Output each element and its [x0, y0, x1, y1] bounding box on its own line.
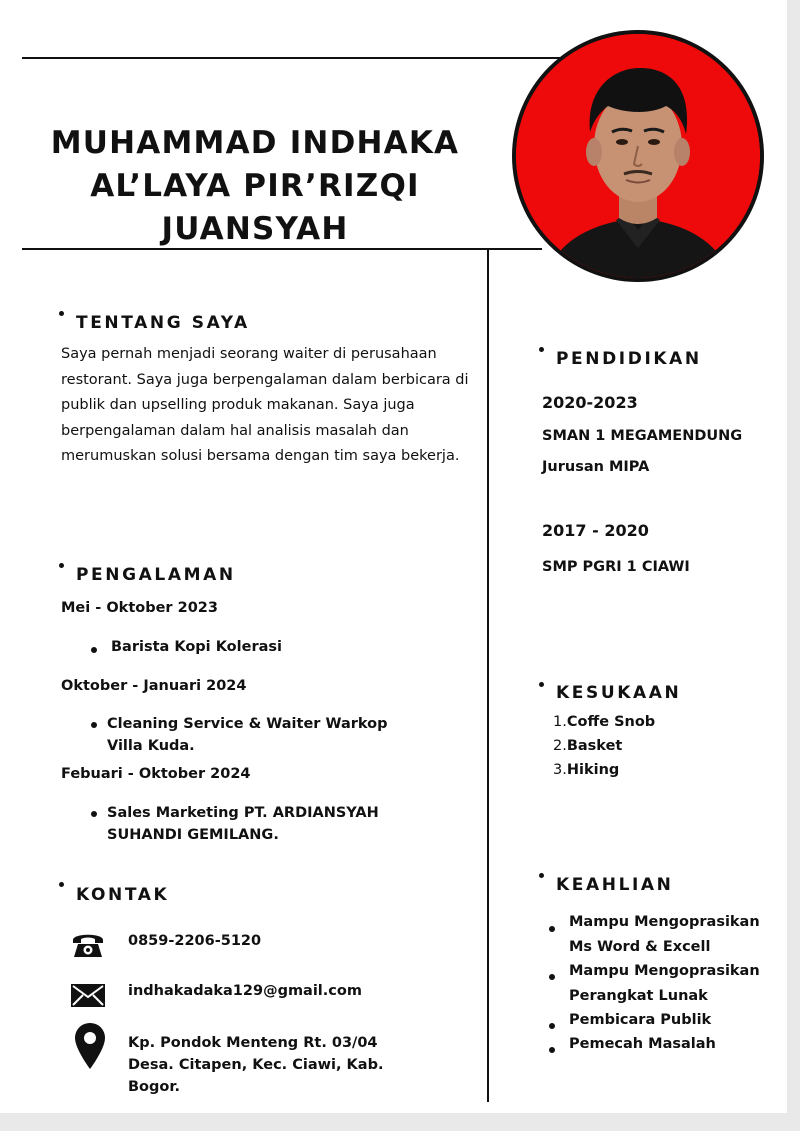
experience-period-3: Febuari - Oktober 2024 — [61, 766, 251, 782]
experience-role-2: Cleaning Service & Waiter Warkop Villa Kuda. — [107, 716, 388, 754]
envelope-icon — [70, 983, 106, 1008]
hobby-label-1: Coffe Snob — [566, 714, 656, 730]
about-text: Saya pernah menjadi seorang waiter di perusahaan restorant. Saya juga berpengalaman dalam berbicara di publik dan upselling produk makanan. Saya juga berpengalaman dalam hal analisis masalah dan merumuskan solusi bersama dengan tim saya bekerja. — [61, 346, 469, 464]
education-title: PENDIDIKAN — [556, 349, 702, 369]
education-school-2: SMP PGRI 1 CIAWI — [542, 559, 690, 575]
experience-role-bullet-2 — [91, 722, 97, 728]
skill-bullet-2 — [549, 974, 555, 980]
skills-bullet — [539, 873, 544, 878]
hobby-number-3: 3. — [553, 762, 567, 778]
experience-role-3: Sales Marketing PT. ARDIANSYAH SUHANDI GEMILANG. — [107, 805, 379, 843]
experience-title: PENGALAMAN — [76, 565, 236, 585]
education-school-1: SMAN 1 MEGAMENDUNG — [542, 428, 743, 444]
education-years-2: 2017 - 2020 — [542, 521, 649, 540]
profile-photo-image — [516, 34, 760, 278]
experience-role-bullet-1 — [91, 647, 97, 653]
name-line-3: JUANSYAH — [161, 211, 349, 247]
skill-item-4: Pemecah Masalah — [569, 1036, 716, 1052]
about-title: TENTANG SAYA — [76, 313, 250, 333]
skill-item-3: Pembicara Publik — [569, 1012, 712, 1028]
experience-period-2: Oktober - Januari 2024 — [61, 678, 247, 694]
contact-title: KONTAK — [76, 885, 170, 905]
column-divider — [487, 250, 489, 1102]
education-years-1: 2020-2023 — [542, 393, 638, 412]
hobby-number-2: 2. — [553, 738, 567, 754]
name-line-2: AL’LAYA PIR’RIZQI — [90, 168, 420, 204]
about-bullet — [59, 311, 64, 316]
hobby-item-3 — [553, 762, 619, 778]
hobby-number-1: 1. — [553, 714, 567, 730]
contact-phone[interactable]: 0859-2206-5120 — [128, 933, 262, 949]
hobbies-title: KESUKAAN — [556, 683, 682, 703]
skill-bullet-4 — [549, 1047, 555, 1053]
skill-item-1: Mampu Mengoprasikan Ms Word & Excell — [569, 914, 760, 955]
profile-photo — [512, 30, 764, 282]
phone-icon — [71, 931, 105, 959]
experience-role-1: Barista Kopi Kolerasi — [111, 639, 282, 655]
skill-bullet-1 — [549, 926, 555, 932]
skill-item-2: Mampu Mengoprasikan Perangkat Lunak — [569, 963, 760, 1004]
contact-bullet — [59, 882, 64, 887]
top-rule — [22, 57, 562, 59]
experience-bullet — [59, 563, 64, 568]
hobby-item-2 — [553, 738, 622, 754]
education-bullet — [539, 347, 544, 352]
experience-role-bullet-3 — [91, 811, 97, 817]
name-line-1: MUHAMMAD INDHAKA — [50, 125, 460, 161]
hobby-label-2: Basket — [566, 738, 623, 754]
location-pin-icon — [74, 1022, 106, 1070]
skills-title: KEAHLIAN — [556, 875, 674, 895]
skill-bullet-3 — [549, 1023, 555, 1029]
experience-period-1: Mei - Oktober 2023 — [61, 600, 218, 616]
hobbies-bullet — [539, 682, 544, 687]
education-major-1: Jurusan MIPA — [542, 459, 650, 475]
portrait-illustration — [516, 34, 760, 278]
contact-address: Kp. Pondok Menteng Rt. 03/04 Desa. Citapen, Kec. Ciawi, Kab. Bogor. — [128, 1035, 384, 1095]
hobby-item-1 — [553, 714, 655, 730]
hobby-label-3: Hiking — [566, 762, 620, 778]
contact-email[interactable]: indhakadaka129@gmail.com — [128, 983, 362, 999]
full-name — [40, 122, 470, 251]
